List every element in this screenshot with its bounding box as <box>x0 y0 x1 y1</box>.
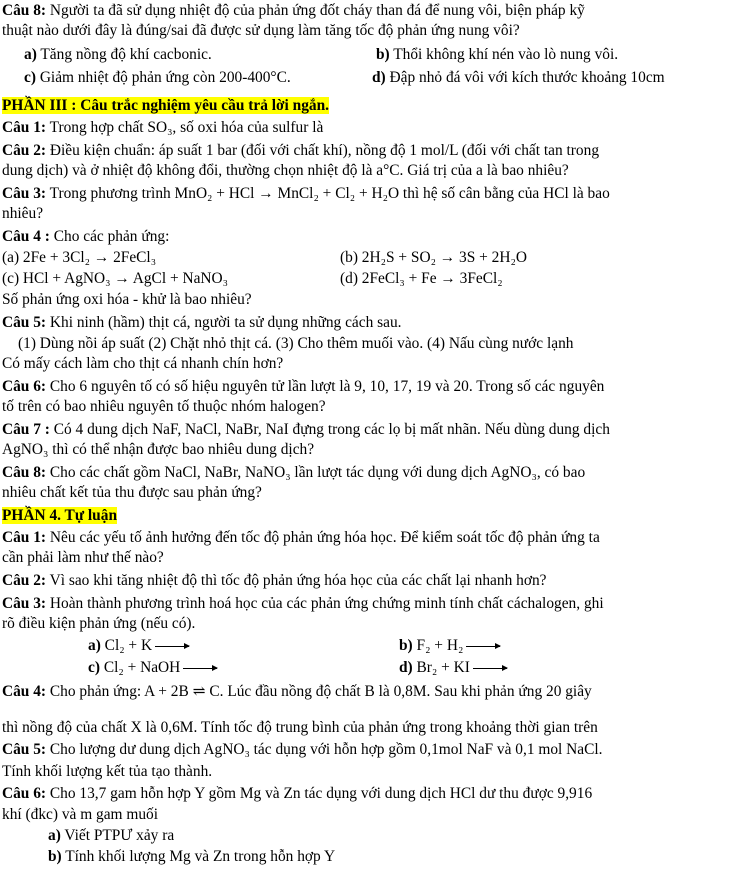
p4-q6-line2: khí (đkc) và m gam muối <box>2 806 159 823</box>
reaction-arrow-icon <box>466 646 500 647</box>
p4-q3-d: d) Br₂ + KI <box>399 658 507 679</box>
p3-q4-reaction-a: (a) 2Fe + 3Cl₂ → 2FeCl₃ <box>2 249 157 266</box>
p3-q5-options: (1) Dùng nồi áp suất (2) Chặt nhỏ thịt cá. (3) Cho thêm muối vào. (4) Nấu cùng nước lạnh <box>18 335 574 352</box>
p3-q3-line1: Câu 3: Trong phương trình MnO₂ + HCl → MnCl₂ + Cl₂ + H₂O thì hệ số cân bằng của HCl là bao <box>2 185 610 202</box>
p3-q7-line1: Câu 7 : Có 4 dung dịch NaF, NaCl, NaBr, NaI đựng trong các lọ bị mất nhãn. Nếu dùng dung dịch <box>2 421 610 438</box>
part4-heading: PHẦN 4. Tự luận <box>2 507 118 524</box>
p4-q3-b: b) F₂ + H₂ <box>399 636 500 657</box>
p4-q2: Câu 2: Vì sao khi tăng nhiệt độ thì tốc độ phản ứng hóa học của các chất lại nhanh hơn? <box>2 572 547 589</box>
q8-top-option-c: c) Giảm nhiệt độ phản ứng còn 200-400°C. <box>24 69 291 86</box>
p3-q4-question: Số phản ứng oxi hóa - khử là bao nhiêu? <box>2 291 252 308</box>
p4-q3-c: c) Cl₂ + NaOH <box>88 658 217 679</box>
q8-top-line1: Câu 8: Người ta đã sử dụng nhiệt độ của phản ứng đốt cháy than đá để nung vôi, biện pháp kỹ <box>2 2 585 19</box>
p3-q5: Câu 5: Khi ninh (hầm) thịt cá, người ta sử dụng những cách sau. <box>2 314 402 331</box>
p4-q5-line2: Tính khối lượng kết tủa tạo thành. <box>2 763 213 780</box>
p3-q4-reaction-d: (d) 2FeCl₃ + Fe → 3FeCl₂ <box>340 270 503 287</box>
p3-q4-reaction-c: (c) HCl + AgNO₃ → AgCl + NaNO₃ <box>2 270 229 287</box>
p3-q6-line2: tố trên có bao nhiêu nguyên tố thuộc nhóm halogen? <box>2 398 326 415</box>
p3-q2-line1: Câu 2: Điều kiện chuẩn: áp suất 1 bar (đối với chất khí), nồng độ 1 mol/L (đối với chất tan trong <box>2 142 600 159</box>
reaction-arrow-icon <box>155 646 189 647</box>
question-label: Câu 8: <box>2 2 47 19</box>
p3-q8-line2: nhiêu chất kết tủa thu được sau phản ứng? <box>2 484 262 501</box>
p4-q4-line1: Câu 4: Cho phản ứng: A + 2B ⇌ C. Lúc đầu nồng độ chất B là 0,8M. Sau khi phản ứng 20 giây <box>2 683 592 700</box>
p3-q3-line2: nhiêu? <box>2 205 44 222</box>
p3-q4: Câu 4 : Cho các phản ứng: <box>2 228 170 245</box>
p3-q4-reaction-b: (b) 2H₂S + SO₂ → 3S + 2H₂O <box>340 249 527 266</box>
q8-top-option-b: b) Thổi không khí nén vào lò nung vôi. <box>376 46 619 63</box>
q8-top-option-a: a) Tăng nồng độ khí cacbonic. <box>24 46 212 63</box>
p4-q1-line2: cần phải làm như thế nào? <box>2 549 164 566</box>
p3-q1: Câu 1: Trong hợp chất SO₃, số oxi hóa của sulfur là <box>2 119 324 136</box>
p3-q5-question: Có mấy cách làm cho thịt cá nhanh chín hơn? <box>2 355 284 372</box>
p3-q2-line2: dung dịch) và ở nhiệt độ không đổi, thường chọn nhiệt độ là a°C. Giá trị của a là bao nhiêu? <box>2 162 569 179</box>
p4-q3-a: a) Cl₂ + K <box>88 636 189 657</box>
p4-q4-line2: thì nồng độ của chất X là 0,6M. Tính tốc độ trung bình của phản ứng trong khoảng thời gian trên <box>2 719 598 736</box>
q8-top-option-d: d) Đập nhỏ đá vôi với kích thước khoảng 10cm <box>372 69 665 86</box>
p4-q5-line1: Câu 5: Cho lượng dư dung dịch AgNO₃ tác dụng với hỗn hợp gồm 0,1mol NaF và 0,1 mol NaCl. <box>2 741 603 758</box>
p4-q6-line1: Câu 6: Cho 13,7 gam hỗn hợp Y gồm Mg và Zn tác dụng với dung dịch HCl dư thu được 9,916 <box>2 785 593 802</box>
p4-q3-line2: rõ điều kiện phản ứng (nếu có). <box>2 615 196 632</box>
p3-q7-line2: AgNO₃ thì có thể nhận được bao nhiêu dung dịch? <box>2 441 315 458</box>
p3-q8-line1: Câu 8: Cho các chất gồm NaCl, NaBr, NaNO₃ lần lượt tác dụng với dung dịch AgNO₃, có bao <box>2 464 586 481</box>
reaction-arrow-icon <box>473 668 507 669</box>
p3-q6-line1: Câu 6: Cho 6 nguyên tố có số hiệu nguyên tử lần lượt là 9, 10, 17, 19 và 20. Trong số các nguyên <box>2 378 605 395</box>
q8-top-line2: thuật nào dưới đây là đúng/sai đã được sử dụng làm tăng tốc độ phản ứng nung vôi? <box>2 22 520 39</box>
part3-heading: PHẦN III : Câu trắc nghiệm yêu cầu trả lời ngắn. <box>2 97 330 114</box>
reaction-arrow-icon <box>183 668 217 669</box>
p4-q6-a: a) Viết PTPƯ xảy ra <box>48 827 175 844</box>
p4-q1-line1: Câu 1: Nêu các yếu tố ảnh hưởng đến tốc độ phản ứng hóa học. Để kiểm soát tốc độ phản ứng ta <box>2 529 600 546</box>
p4-q3-line1: Câu 3: Hoàn thành phương trình hoá học của các phản ứng chứng minh tính chất cáchalogen, ghi <box>2 595 604 612</box>
p4-q6-b: b) Tính khối lượng Mg và Zn trong hỗn hợp Y <box>48 848 336 865</box>
